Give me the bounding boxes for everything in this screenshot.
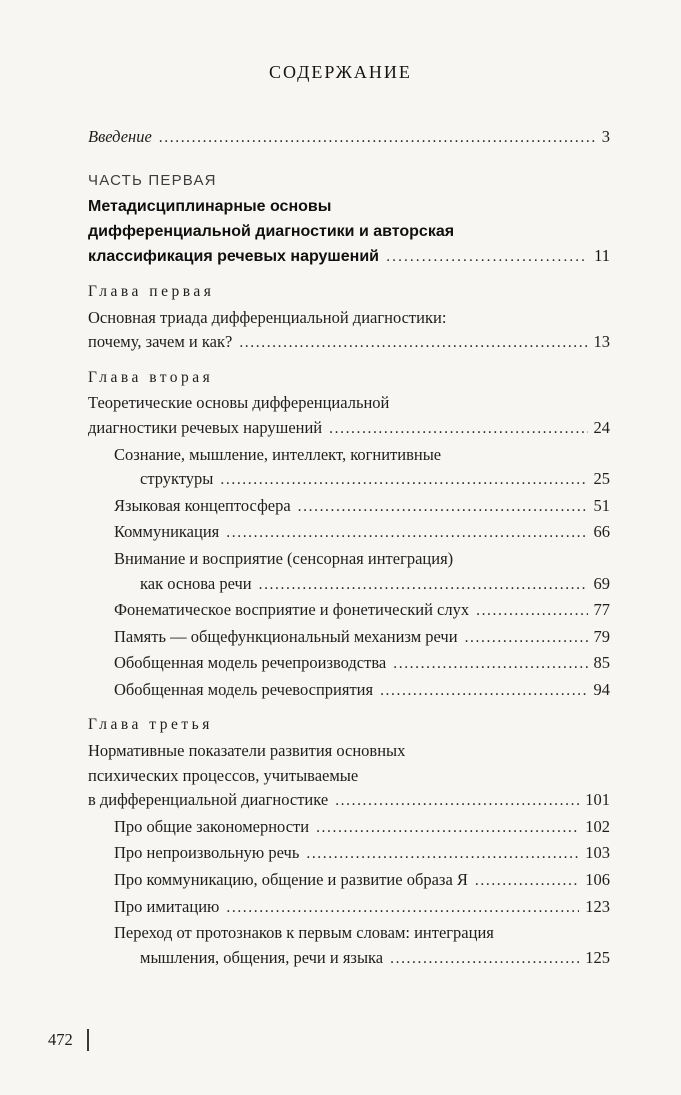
footer-divider bbox=[87, 1029, 89, 1051]
page-number: 101 bbox=[585, 790, 610, 810]
toc-line bbox=[88, 739, 610, 764]
entry-text: Про общие закономерности bbox=[114, 816, 310, 836]
page-number: 69 bbox=[593, 573, 610, 593]
toc-entry bbox=[88, 625, 610, 651]
entry-text: Языковая концептосфера bbox=[114, 495, 291, 515]
entry-text: Про коммуникацию, общение и развитие образа Я bbox=[114, 870, 468, 890]
page-number: 79 bbox=[593, 626, 610, 646]
toc-entry bbox=[88, 391, 610, 441]
entry-text: Про имитацию bbox=[114, 896, 220, 916]
page-number: 51 bbox=[593, 495, 610, 515]
toc-entry bbox=[88, 195, 610, 270]
entry-text: Про непроизвольную речь bbox=[114, 843, 300, 863]
toc-line bbox=[88, 443, 610, 468]
toc-entry bbox=[88, 598, 610, 624]
toc-line bbox=[88, 895, 610, 921]
entry-text: мышления, общения, речи и языка bbox=[140, 947, 384, 967]
chapter-label: Глава третья bbox=[88, 716, 213, 734]
toc-line bbox=[88, 678, 610, 704]
toc-line bbox=[88, 921, 610, 946]
toc-entry bbox=[88, 868, 610, 894]
page-number: 103 bbox=[585, 843, 610, 863]
page-number: 94 bbox=[593, 679, 610, 699]
entry-text: Переход от протознаков к первым словам: интеграция bbox=[114, 923, 494, 943]
entry-text: как основа речи bbox=[140, 573, 252, 593]
page-number: 85 bbox=[593, 653, 610, 673]
toc-line bbox=[88, 547, 610, 572]
toc-entry bbox=[88, 651, 610, 677]
page-number: 66 bbox=[593, 522, 610, 542]
page-number: 125 bbox=[585, 947, 610, 967]
page-number: 3 bbox=[601, 127, 610, 146]
part-label: ЧАСТЬ ПЕРВАЯ bbox=[88, 171, 217, 189]
page-number: 13 bbox=[593, 332, 610, 352]
toc-entry bbox=[88, 815, 610, 841]
toc-line bbox=[88, 946, 610, 972]
chapter-label: Глава первая bbox=[88, 282, 215, 300]
page-number: 25 bbox=[593, 469, 610, 489]
entry-text: Нормативные показатели развития основных bbox=[88, 741, 406, 761]
dot-leader bbox=[380, 678, 587, 704]
entry-text: диагностики речевых нарушений bbox=[88, 417, 323, 437]
dot-leader bbox=[159, 125, 596, 151]
dot-leader bbox=[476, 598, 587, 624]
dot-leader bbox=[386, 245, 588, 270]
toc-line bbox=[88, 572, 610, 598]
toc-line bbox=[88, 651, 610, 677]
entry-text: дифференциальной диагностики и авторская bbox=[88, 222, 455, 240]
toc-entry bbox=[88, 443, 610, 493]
dot-leader bbox=[335, 788, 579, 814]
page-number: 102 bbox=[585, 816, 610, 836]
dot-leader bbox=[259, 572, 588, 598]
toc-entry bbox=[88, 306, 610, 356]
toc-entry bbox=[88, 841, 610, 867]
page-number: 24 bbox=[593, 417, 610, 437]
page-number: 123 bbox=[585, 896, 610, 916]
toc-line bbox=[88, 764, 610, 789]
toc-line bbox=[88, 598, 610, 624]
entry-text: психических процессов, учитываемые bbox=[88, 765, 359, 785]
toc-entry bbox=[88, 895, 610, 921]
footer-page-number: 472 bbox=[48, 1030, 73, 1049]
entry-text: структуры bbox=[140, 469, 214, 489]
toc-line bbox=[88, 625, 610, 651]
toc-line bbox=[88, 306, 610, 331]
page-footer bbox=[48, 1029, 89, 1051]
dot-leader bbox=[226, 895, 579, 921]
dot-leader bbox=[393, 651, 587, 677]
entry-text: Теоретические основы дифференциальной bbox=[88, 393, 390, 413]
dot-leader bbox=[239, 330, 587, 356]
entry-text: Основная триада дифференциальной диагностики: bbox=[88, 307, 447, 327]
chapter-label: Глава вторая bbox=[88, 368, 214, 386]
entry-text: Введение bbox=[88, 127, 152, 146]
toc-entry bbox=[88, 678, 610, 704]
page-number: 11 bbox=[594, 246, 610, 266]
entry-text: Метадисциплинарные основы bbox=[88, 198, 332, 216]
dot-leader bbox=[329, 416, 587, 442]
entry-text: Обобщенная модель речевосприятия bbox=[114, 679, 374, 699]
dot-leader bbox=[226, 520, 587, 546]
toc-entry bbox=[88, 739, 610, 814]
toc-entry bbox=[88, 125, 610, 151]
toc-line bbox=[88, 520, 610, 546]
toc-line bbox=[88, 330, 610, 356]
entry-text: почему, зачем и как? bbox=[88, 332, 233, 352]
entry-text: Коммуникация bbox=[114, 522, 220, 542]
toc-line bbox=[88, 220, 610, 245]
toc-line bbox=[88, 868, 610, 894]
entry-text: классификация речевых нарушений bbox=[88, 248, 379, 266]
dot-leader bbox=[306, 841, 579, 867]
dot-leader bbox=[298, 494, 588, 520]
page-number: 77 bbox=[593, 600, 610, 620]
dot-leader bbox=[475, 868, 579, 894]
entry-text: Сознание, мышление, интеллект, когнитивные bbox=[114, 444, 442, 464]
page-number: 106 bbox=[585, 870, 610, 890]
page-title: СОДЕРЖАНИЕ bbox=[269, 62, 412, 82]
toc-line bbox=[88, 244, 610, 270]
toc-line bbox=[88, 416, 610, 442]
toc-entry bbox=[88, 520, 610, 546]
entry-text: Фонематическое восприятие и фонетический слух bbox=[114, 600, 470, 620]
dot-leader bbox=[390, 946, 579, 972]
toc-line bbox=[88, 815, 610, 841]
toc-entries bbox=[0, 125, 681, 971]
dot-leader bbox=[465, 625, 588, 651]
toc-line bbox=[88, 391, 610, 416]
toc-line bbox=[88, 494, 610, 520]
entry-text: Внимание и восприятие (сенсорная интеграция) bbox=[114, 548, 454, 568]
toc-entry bbox=[88, 494, 610, 520]
toc-entry bbox=[88, 921, 610, 971]
entry-text: Память — общефункциональный механизм речи bbox=[114, 626, 458, 646]
dot-leader bbox=[316, 815, 579, 841]
dot-leader bbox=[220, 467, 587, 493]
toc-line bbox=[88, 195, 610, 220]
toc-entry bbox=[88, 547, 610, 597]
entry-text: Обобщенная модель речепроизводства bbox=[114, 653, 387, 673]
toc-line bbox=[88, 788, 610, 814]
toc-line bbox=[88, 841, 610, 867]
toc-line bbox=[88, 125, 610, 151]
entry-text: в дифференциальной диагностике bbox=[88, 790, 329, 810]
toc-line bbox=[88, 467, 610, 493]
